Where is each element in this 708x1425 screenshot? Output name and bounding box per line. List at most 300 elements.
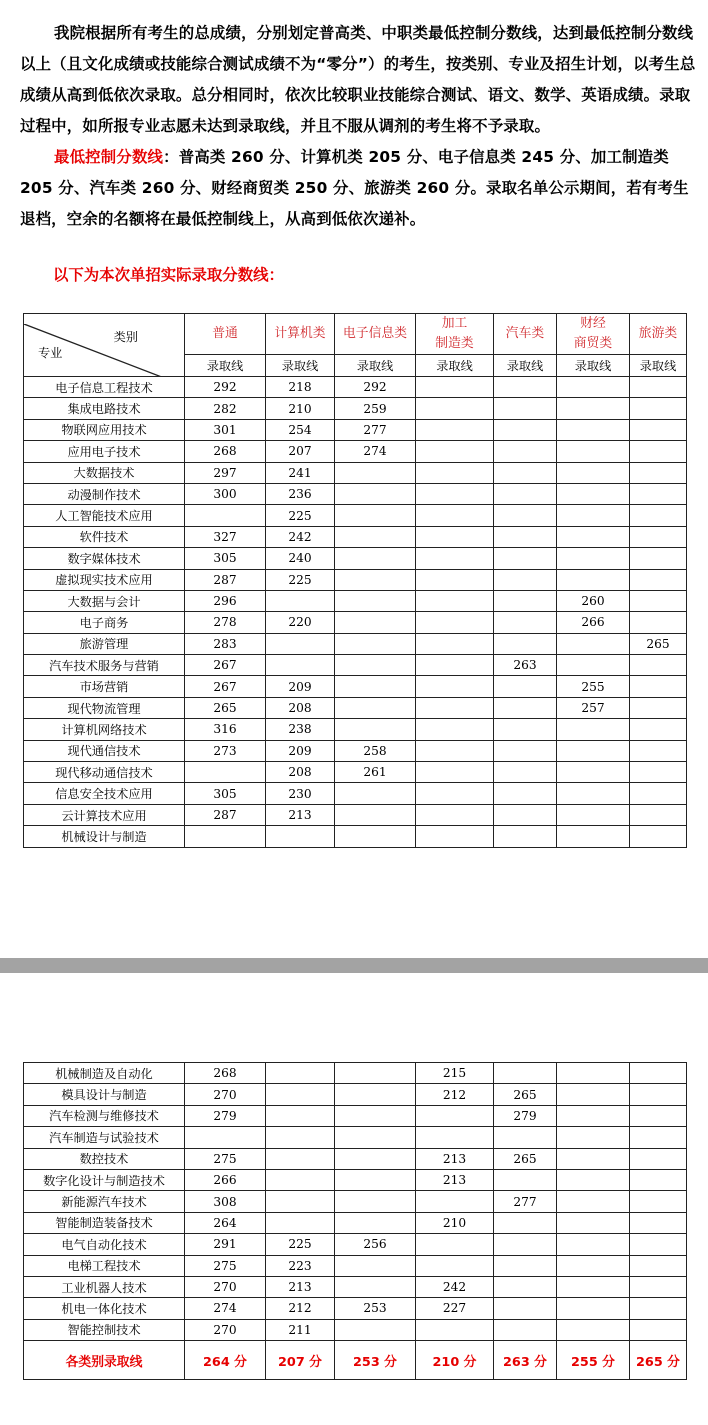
score-cell: 212 (266, 1298, 335, 1319)
score-cell (335, 655, 416, 676)
table-row (24, 398, 687, 419)
major-name-cell: 工业机器人技术 (24, 1276, 185, 1297)
score-cell (494, 398, 557, 419)
table-row (24, 1148, 687, 1169)
score-cell: 225 (266, 569, 335, 590)
major-name-cell: 集成电路技术 (24, 398, 185, 419)
score-cell (335, 569, 416, 590)
score-cell (630, 483, 687, 504)
score-cell: 301 (185, 419, 266, 440)
score-cell (335, 526, 416, 547)
score-cell (335, 483, 416, 504)
score-cell (630, 783, 687, 804)
score-cell (630, 1169, 687, 1190)
score-cell: 270 (185, 1276, 266, 1297)
score-cell (630, 1234, 687, 1255)
score-cell (557, 548, 630, 569)
score-cell (494, 548, 557, 569)
score-cell: 263 (494, 655, 557, 676)
score-cell (557, 1298, 630, 1319)
major-name-cell: 汽车检测与维修技术 (24, 1105, 185, 1126)
score-cell: 260 (557, 590, 630, 611)
score-cell: 287 (185, 804, 266, 825)
score-cell (416, 612, 494, 633)
score-cell (557, 1148, 630, 1169)
score-cell (630, 1255, 687, 1276)
major-name-cell: 电子商务 (24, 612, 185, 633)
major-name-cell: 数控技术 (24, 1148, 185, 1169)
score-cell (557, 719, 630, 740)
score-cell (416, 1319, 494, 1340)
score-cell: 257 (557, 697, 630, 718)
table-row (24, 1191, 687, 1212)
score-cell (335, 1127, 416, 1148)
score-cell (557, 1105, 630, 1126)
table-row (24, 783, 687, 804)
score-cell: 274 (185, 1298, 266, 1319)
score-cell (494, 569, 557, 590)
score-cell: 230 (266, 783, 335, 804)
score-cell: 282 (185, 398, 266, 419)
major-name-cell: 大数据技术 (24, 462, 185, 483)
corner-label-category: 类别 (113, 330, 138, 344)
score-cell (630, 804, 687, 825)
score-cell (335, 1276, 416, 1297)
score-cell (266, 655, 335, 676)
table-row (24, 1319, 687, 1340)
major-name-cell: 智能制造装备技术 (24, 1212, 185, 1233)
score-cell (494, 505, 557, 526)
score-cell (494, 377, 557, 398)
score-cell (630, 1105, 687, 1126)
major-name-cell: 电气自动化技术 (24, 1234, 185, 1255)
score-cell (266, 633, 335, 654)
table-row (24, 526, 687, 547)
score-cell: 215 (416, 1063, 494, 1084)
score-cell: 327 (185, 526, 266, 547)
score-cell (557, 1319, 630, 1340)
category-header-cell (494, 314, 557, 355)
summary-score-cell: 264 分 (185, 1341, 266, 1380)
score-cell (557, 740, 630, 761)
score-cell: 225 (266, 505, 335, 526)
table-row (24, 676, 687, 697)
category-header-label: 制造类 (435, 336, 474, 352)
score-cell (630, 612, 687, 633)
score-cell: 242 (266, 526, 335, 547)
category-header-label: 财经 (580, 316, 606, 332)
score-cell (630, 441, 687, 462)
score-cell (335, 804, 416, 825)
score-cell (494, 526, 557, 547)
score-cell (416, 1191, 494, 1212)
score-cell (416, 804, 494, 825)
score-cell (494, 1063, 557, 1084)
score-cell (416, 1255, 494, 1276)
score-cell: 258 (335, 740, 416, 761)
score-cell (557, 1234, 630, 1255)
score-cell (630, 590, 687, 611)
score-cell (416, 398, 494, 419)
score-cell (557, 419, 630, 440)
section-subtitle: 以下为本次单招实际录取分数线： (53, 266, 284, 284)
score-cell (494, 1169, 557, 1190)
score-cell: 279 (185, 1105, 266, 1126)
score-cell: 236 (266, 483, 335, 504)
score-cell: 308 (185, 1191, 266, 1212)
score-cell (335, 783, 416, 804)
major-name-cell: 应用电子技术 (24, 441, 185, 462)
score-cell (630, 548, 687, 569)
score-cell (630, 740, 687, 761)
min-score-text: ：普高类 260 分、计算机类 205 分、电子信息类 245 分、加工制造类 205 分、汽车类 260 分、财经商贸类 250 分、旅游类 260 分。录取名单公示期间，若有考生退档，空余的名额将在最低控制线上，从高到低依次递补。 (20, 148, 689, 228)
score-cell: 259 (335, 398, 416, 419)
major-name-cell: 市场营销 (24, 676, 185, 697)
major-name-cell: 模具设计与制造 (24, 1084, 185, 1105)
table-row (24, 483, 687, 504)
score-cell (266, 1148, 335, 1169)
score-cell (557, 505, 630, 526)
subheader-cell: 录取线 (416, 355, 494, 377)
score-cell: 265 (630, 633, 687, 654)
score-cell (416, 505, 494, 526)
table-row (24, 569, 687, 590)
score-cell (416, 783, 494, 804)
major-name-cell: 汽车制造与试验技术 (24, 1127, 185, 1148)
score-cell (266, 1169, 335, 1190)
table-row (24, 590, 687, 611)
score-cell (557, 569, 630, 590)
score-cell: 279 (494, 1105, 557, 1126)
score-cell: 211 (266, 1319, 335, 1340)
score-cell (494, 676, 557, 697)
score-cell (185, 826, 266, 847)
score-cell (494, 719, 557, 740)
intro-paragraph: 我院根据所有考生的总成绩，分别划定普高类、中职类最低控制分数线，达到最低控制分数线以上（且文化成绩或技能综合测试成绩不为“零分”）的考生，按类别、专业及招生计划，以考生总成绩从高到低依次录取。总分相同时，依次比较职业技能综合测试、语文、数学、英语成绩。录取过程中，如所报专业志愿未达到录取线，并且不服从调剂的考生将不予录取。 (20, 24, 696, 135)
score-cell: 218 (266, 377, 335, 398)
score-cell (266, 1191, 335, 1212)
score-cell (335, 826, 416, 847)
score-cell: 291 (185, 1234, 266, 1255)
subheader-cell: 录取线 (557, 355, 630, 377)
score-cell: 208 (266, 697, 335, 718)
score-cell (630, 1276, 687, 1297)
score-cell (494, 1234, 557, 1255)
category-header-label: 计算机类 (274, 326, 326, 342)
score-cell (630, 462, 687, 483)
score-cell: 210 (416, 1212, 494, 1233)
score-cell: 264 (185, 1212, 266, 1233)
score-cell (494, 1212, 557, 1233)
score-cell (335, 1148, 416, 1169)
score-cell (335, 697, 416, 718)
major-name-cell: 虚拟现实技术应用 (24, 569, 185, 590)
table-row (24, 441, 687, 462)
score-cell (630, 1148, 687, 1169)
score-cell (416, 590, 494, 611)
score-cell (416, 1105, 494, 1126)
score-cell (335, 548, 416, 569)
score-cell (494, 633, 557, 654)
score-cell: 256 (335, 1234, 416, 1255)
score-cell (557, 1063, 630, 1084)
score-cell (630, 1084, 687, 1105)
score-cell (494, 612, 557, 633)
score-cell (557, 762, 630, 783)
score-cell (630, 655, 687, 676)
score-cell (557, 398, 630, 419)
score-cell (416, 697, 494, 718)
score-cell (494, 826, 557, 847)
table-header-row (24, 314, 687, 355)
score-cell (416, 762, 494, 783)
score-cell (335, 462, 416, 483)
score-cell: 225 (266, 1234, 335, 1255)
score-cell: 209 (266, 740, 335, 761)
summary-score-cell: 255 分 (557, 1341, 630, 1380)
score-cell: 227 (416, 1298, 494, 1319)
score-cell: 300 (185, 483, 266, 504)
score-cell (416, 826, 494, 847)
score-cell: 268 (185, 441, 266, 462)
score-cell (335, 1105, 416, 1126)
major-name-cell: 智能控制技术 (24, 1319, 185, 1340)
score-cell (416, 548, 494, 569)
score-cell (335, 1191, 416, 1212)
score-cell (335, 590, 416, 611)
table-row (24, 1063, 687, 1084)
table-row (24, 1255, 687, 1276)
table-row (24, 804, 687, 825)
score-cell: 265 (494, 1148, 557, 1169)
score-cell: 287 (185, 569, 266, 590)
table-row (24, 1105, 687, 1126)
score-cell (494, 1127, 557, 1148)
major-name-cell: 数字化设计与制造技术 (24, 1169, 185, 1190)
score-cell (557, 1276, 630, 1297)
subheader-cell: 录取线 (494, 355, 557, 377)
score-cell (335, 612, 416, 633)
score-cell: 265 (185, 697, 266, 718)
score-cell: 270 (185, 1084, 266, 1105)
subheader-cell: 录取线 (630, 355, 687, 377)
major-name-cell: 机电一体化技术 (24, 1298, 185, 1319)
category-header-label: 汽车类 (505, 326, 545, 342)
table-row (24, 419, 687, 440)
score-cell: 240 (266, 548, 335, 569)
score-cell: 267 (185, 676, 266, 697)
score-cell (416, 419, 494, 440)
score-cell (630, 826, 687, 847)
score-cell (266, 590, 335, 611)
corner-diagonal-cell (24, 314, 185, 377)
score-cell (416, 462, 494, 483)
score-cell (630, 676, 687, 697)
category-header-label: 普通 (212, 326, 238, 342)
category-header-cell (185, 314, 266, 355)
category-header-label: 商贸类 (573, 336, 613, 352)
table-row (24, 612, 687, 633)
subheader-cell: 录取线 (185, 355, 266, 377)
category-header-label: 加工 (441, 316, 468, 332)
score-cell (494, 590, 557, 611)
score-cell (494, 441, 557, 462)
subheader-cell: 录取线 (266, 355, 335, 377)
score-cell (416, 526, 494, 547)
major-name-cell: 云计算技术应用 (24, 804, 185, 825)
score-cell: 283 (185, 633, 266, 654)
score-cell (630, 569, 687, 590)
major-name-cell: 现代移动通信技术 (24, 762, 185, 783)
score-cell (416, 655, 494, 676)
score-cell (630, 1063, 687, 1084)
score-cell (630, 697, 687, 718)
score-cell (185, 762, 266, 783)
score-cell (494, 1298, 557, 1319)
admission-score-table-part2 (23, 1062, 687, 1380)
score-cell (185, 505, 266, 526)
table-row (24, 462, 687, 483)
score-cell (266, 1105, 335, 1126)
score-cell (494, 1255, 557, 1276)
score-cell (557, 633, 630, 654)
score-cell: 208 (266, 762, 335, 783)
summary-score-cell: 263 分 (494, 1341, 557, 1380)
summary-score-cell: 210 分 (416, 1341, 494, 1380)
table-row (24, 762, 687, 783)
score-cell (494, 1276, 557, 1297)
score-cell: 305 (185, 548, 266, 569)
major-name-cell: 大数据与会计 (24, 590, 185, 611)
score-cell: 292 (335, 377, 416, 398)
score-cell (557, 655, 630, 676)
table-row (24, 1276, 687, 1297)
score-cell (630, 762, 687, 783)
score-cell (630, 1298, 687, 1319)
score-cell (266, 1063, 335, 1084)
summary-row (24, 1341, 687, 1380)
major-name-cell: 现代通信技术 (24, 740, 185, 761)
score-cell (630, 719, 687, 740)
table-row (24, 1298, 687, 1319)
table-row (24, 377, 687, 398)
score-cell (630, 1212, 687, 1233)
score-cell: 220 (266, 612, 335, 633)
score-cell: 223 (266, 1255, 335, 1276)
score-cell: 242 (416, 1276, 494, 1297)
score-cell (335, 505, 416, 526)
score-cell (630, 1319, 687, 1340)
score-cell (557, 441, 630, 462)
category-header-label: 电子信息类 (343, 326, 407, 342)
score-cell (630, 1191, 687, 1212)
table-row (24, 1084, 687, 1105)
major-name-cell: 物联网应用技术 (24, 419, 185, 440)
score-cell: 297 (185, 462, 266, 483)
score-cell: 213 (416, 1148, 494, 1169)
category-header-label: 旅游类 (638, 326, 678, 342)
score-cell (557, 377, 630, 398)
score-cell (335, 1169, 416, 1190)
summary-score-cell: 265 分 (630, 1341, 687, 1380)
score-cell: 316 (185, 719, 266, 740)
score-cell (494, 762, 557, 783)
score-cell (557, 1255, 630, 1276)
table-row (24, 719, 687, 740)
score-cell (557, 1169, 630, 1190)
score-cell: 210 (266, 398, 335, 419)
table-row (24, 655, 687, 676)
score-cell (630, 377, 687, 398)
score-cell (557, 1191, 630, 1212)
major-name-cell: 电子信息工程技术 (24, 377, 185, 398)
score-cell (335, 1319, 416, 1340)
corner-label-major: 专业 (38, 346, 63, 360)
score-cell (335, 1084, 416, 1105)
score-cell: 213 (266, 804, 335, 825)
score-cell: 254 (266, 419, 335, 440)
score-cell (416, 633, 494, 654)
score-cell: 275 (185, 1255, 266, 1276)
score-cell (630, 526, 687, 547)
score-cell: 265 (494, 1084, 557, 1105)
score-cell (494, 419, 557, 440)
table-row (24, 697, 687, 718)
score-cell (494, 483, 557, 504)
category-header-cell (630, 314, 687, 355)
score-cell (494, 462, 557, 483)
major-name-cell: 人工智能技术应用 (24, 505, 185, 526)
score-cell (557, 826, 630, 847)
score-cell: 212 (416, 1084, 494, 1105)
score-cell (557, 462, 630, 483)
score-cell (557, 1212, 630, 1233)
major-name-cell: 机械设计与制造 (24, 826, 185, 847)
score-cell (335, 633, 416, 654)
major-name-cell: 现代物流管理 (24, 697, 185, 718)
table-row (24, 740, 687, 761)
score-cell: 209 (266, 676, 335, 697)
score-cell: 207 (266, 441, 335, 462)
major-name-cell: 数字媒体技术 (24, 548, 185, 569)
category-header-cell (557, 314, 630, 355)
score-cell: 255 (557, 676, 630, 697)
admission-score-table-part1 (23, 313, 687, 848)
table-row (24, 505, 687, 526)
table-row (24, 1212, 687, 1233)
score-cell (416, 1234, 494, 1255)
score-cell (416, 719, 494, 740)
score-cell (266, 826, 335, 847)
category-header-cell (335, 314, 416, 355)
score-cell (494, 1319, 557, 1340)
score-cell (266, 1084, 335, 1105)
major-name-cell: 汽车技术服务与营销 (24, 655, 185, 676)
score-cell (494, 783, 557, 804)
major-name-cell: 软件技术 (24, 526, 185, 547)
score-cell: 305 (185, 783, 266, 804)
major-name-cell: 机械制造及自动化 (24, 1063, 185, 1084)
score-cell (335, 1063, 416, 1084)
score-cell: 296 (185, 590, 266, 611)
score-cell (185, 1127, 266, 1148)
major-name-cell: 动漫制作技术 (24, 483, 185, 504)
score-cell (416, 569, 494, 590)
score-cell: 274 (335, 441, 416, 462)
major-name-cell: 电梯工程技术 (24, 1255, 185, 1276)
subheader-cell: 录取线 (335, 355, 416, 377)
score-cell: 273 (185, 740, 266, 761)
